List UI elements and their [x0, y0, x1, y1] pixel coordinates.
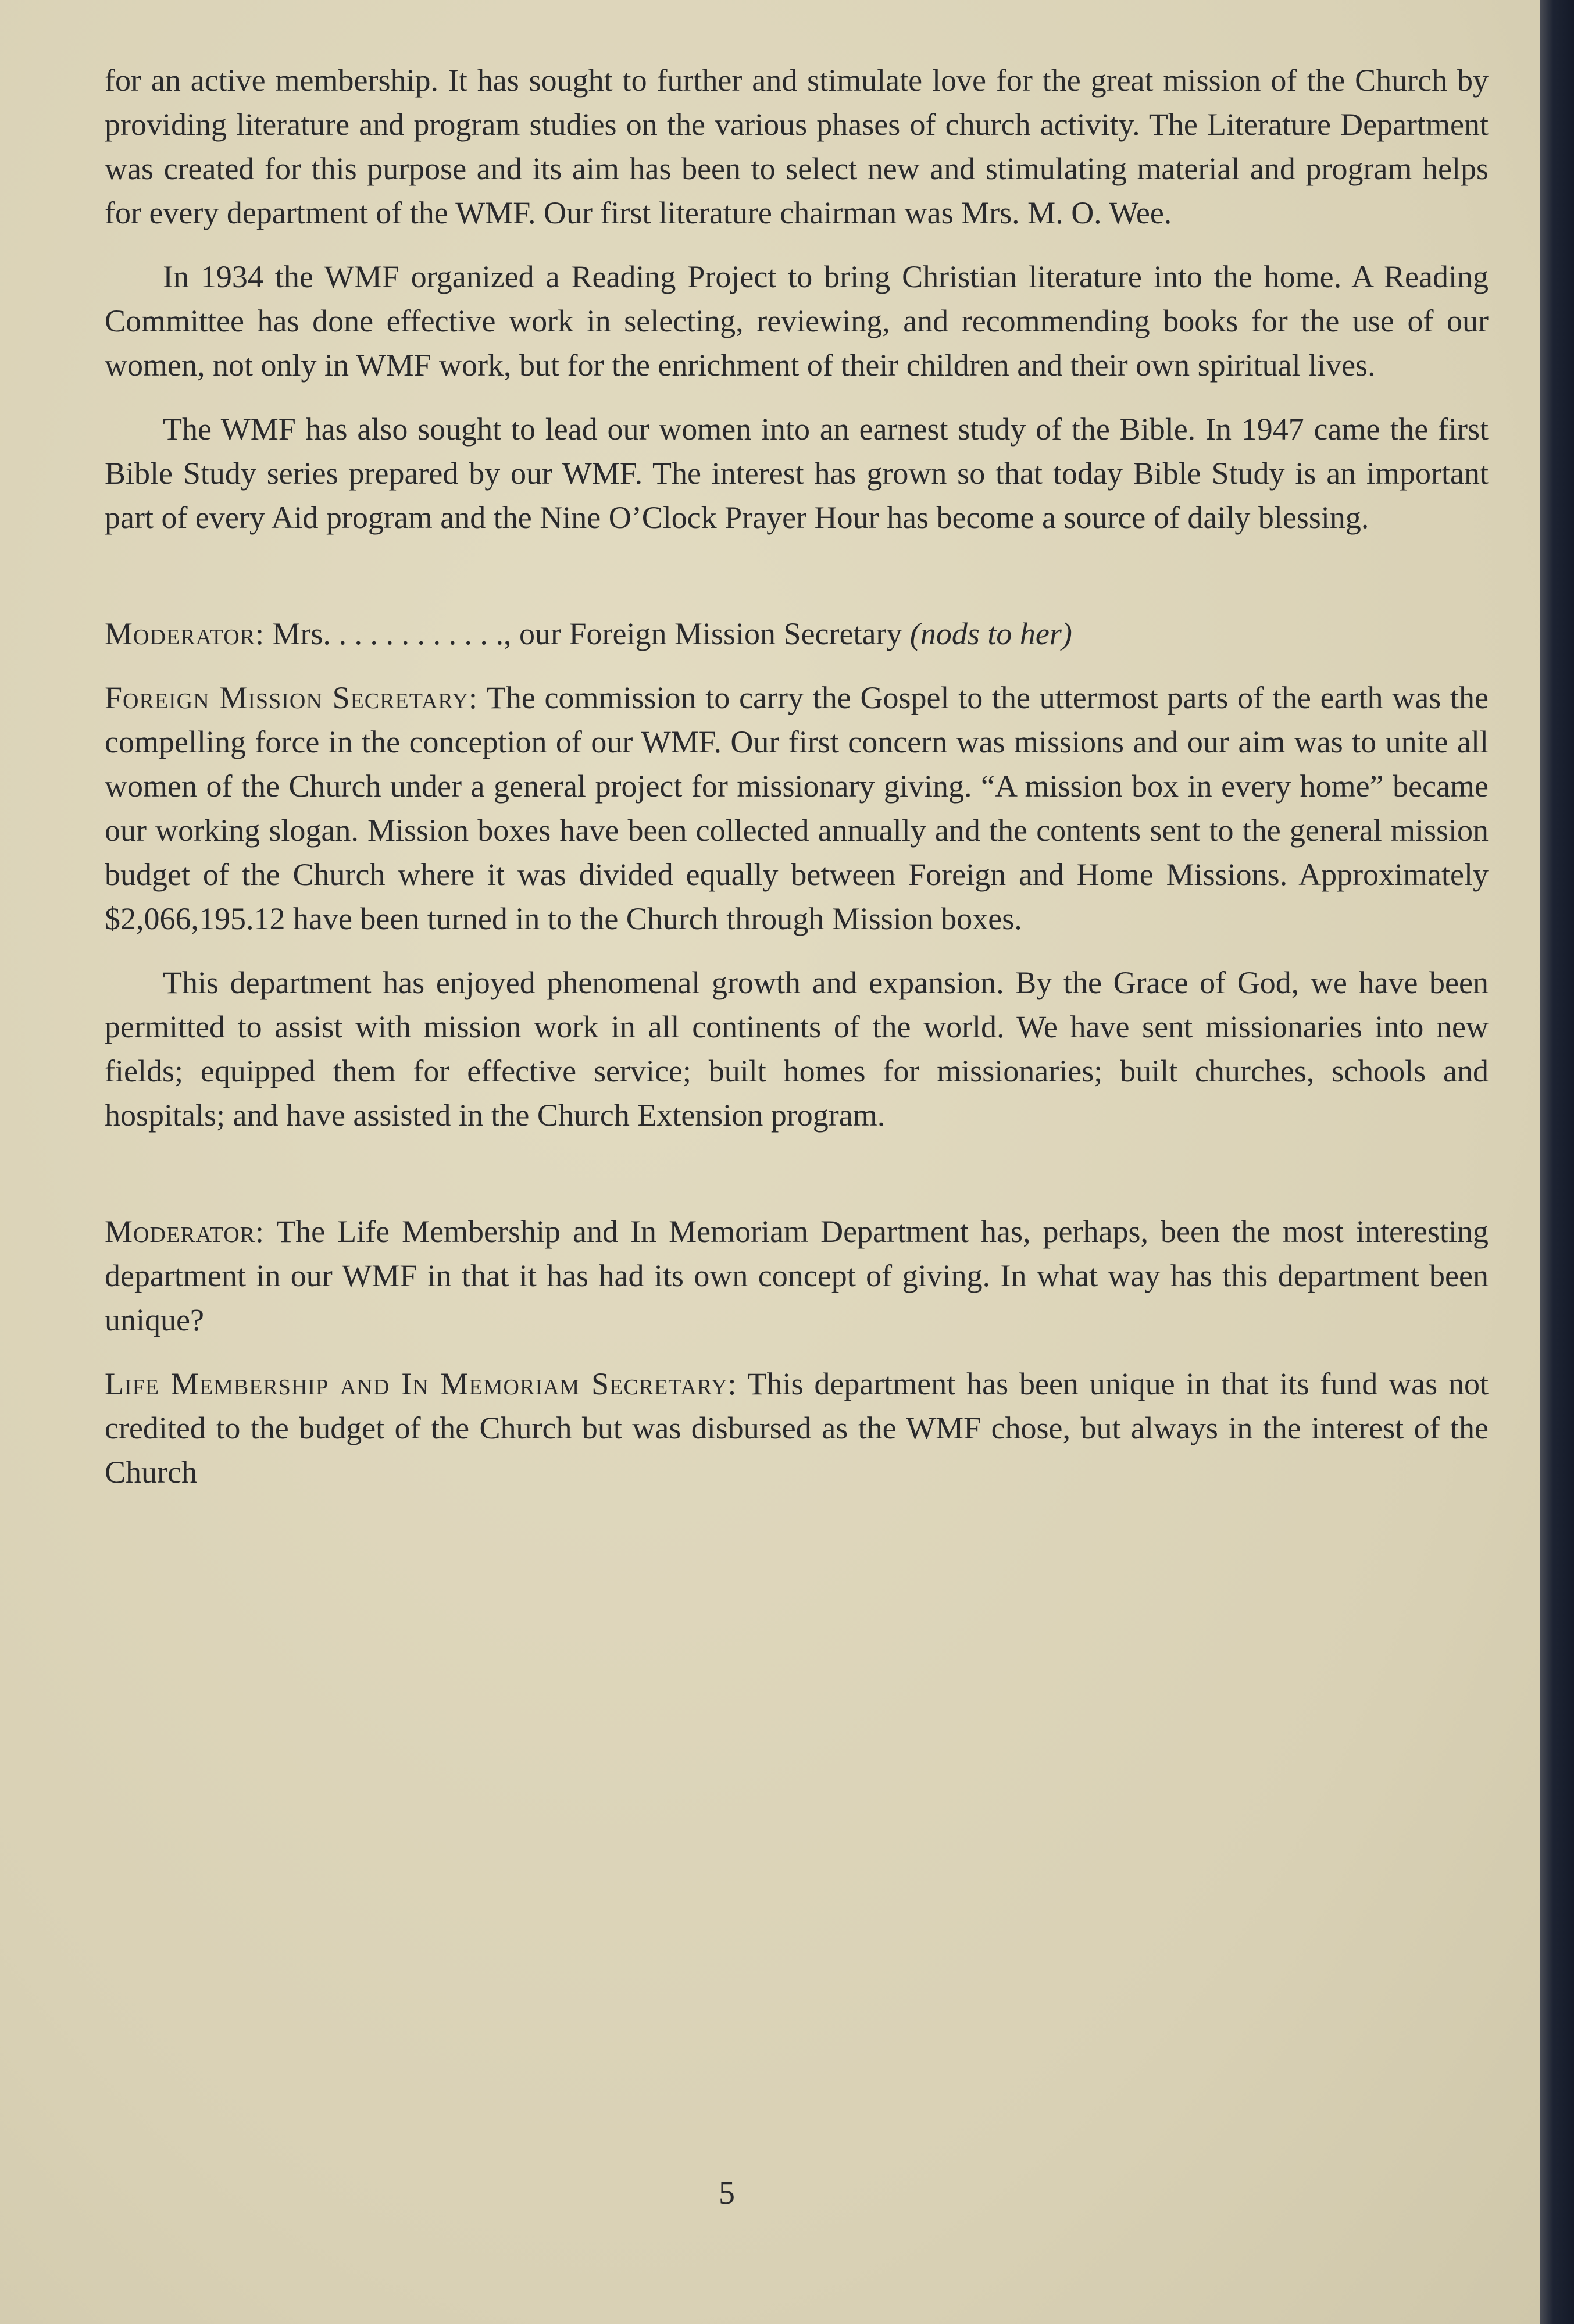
dialogue-text: Mrs. . . . . . . . . . . ., our Foreign Mission Secretary — [272, 616, 902, 651]
page-content — [105, 58, 1489, 1514]
dialogue-moderator-life-membership — [105, 1209, 1489, 1342]
dialogue-text: The commission to carry the Gospel to the uttermost parts of the earth was the compelling force in the conception of our WMF. Our first concern was missions and our aim was to unite all women of the Church under a general project for missionary giving. “A mission box in every home” became our working slogan. Mission boxes have been collected annually and the contents sent to the general mission budget of the Church where it was divided equally between Foreign and Home Missions. Approximately $2,066,195.12 have been turned in to the Church through Mission boxes. — [105, 680, 1489, 936]
speaker-label: Moderator: — [105, 616, 265, 651]
speaker-label: Foreign Mission Secretary: — [105, 680, 479, 715]
paragraph-text: The WMF has also sought to lead our women into an earnest study of the Bible. In 1947 came the first Bible Study series prepared by our WMF. The interest has grown so that today Bible Study is an important part of every Aid program and the Nine O’Clock Prayer Hour has become a source of daily blessing. — [105, 412, 1489, 535]
dialogue-moderator-foreign-intro — [105, 612, 1489, 656]
page-number: 5 — [719, 2175, 735, 2211]
dialogue-foreign-mission-secretary — [105, 676, 1489, 941]
speaker-label: Moderator: — [105, 1214, 265, 1249]
dialogue-life-membership-secretary — [105, 1362, 1489, 1494]
paragraph-department-growth — [105, 961, 1489, 1137]
section-spacer — [105, 559, 1489, 612]
paragraph-text: for an active membership. It has sought to further and stimulate love for the great mission of the Church by providing literature and program studies on the various phases of church activity. The Literature Department was created for this purpose and its aim has been to select new and stimulating material and program helps for every department of the WMF. Our first literature chairman was Mrs. M. O. Wee. — [105, 63, 1489, 230]
dialogue-text: This department has been unique in that its fund was not credited to the budget of the Church but was disbursed as the WMF chose, but always in the interest of the Church — [105, 1366, 1489, 1490]
stage-direction: (nods to her) — [909, 616, 1072, 651]
paragraph-text: In 1934 the WMF organized a Reading Project to bring Christian literature into the home. A Reading Committee has done effective work in selecting, reviewing, and recommending books for the use of our women, not only in WMF work, but for the enrichment of their children and their own spiritual lives. — [105, 259, 1489, 383]
speaker-label: Life Membership and In Memoriam Secretary: — [105, 1366, 737, 1401]
paragraph-text: This department has enjoyed phenomenal growth and expansion. By the Grace of God, we have been permitted to assist with mission work in all continents of the world. We have sent missionaries into new fields; equipped them for effective service; built homes for missionaries; built churches, schools and hospitals; and have assisted in the Church Extension program. — [105, 965, 1489, 1133]
paragraph-reading-project — [105, 255, 1489, 387]
book-cover-edge — [1540, 0, 1574, 2324]
section-spacer — [105, 1157, 1489, 1209]
paragraph-literature-department — [105, 58, 1489, 235]
paragraph-bible-study — [105, 407, 1489, 540]
dialogue-text: The Life Membership and In Memoriam Department has, perhaps, been the most interesting department in our WMF in that it has had its own concept of giving. In what way has this department been unique? — [105, 1214, 1489, 1337]
